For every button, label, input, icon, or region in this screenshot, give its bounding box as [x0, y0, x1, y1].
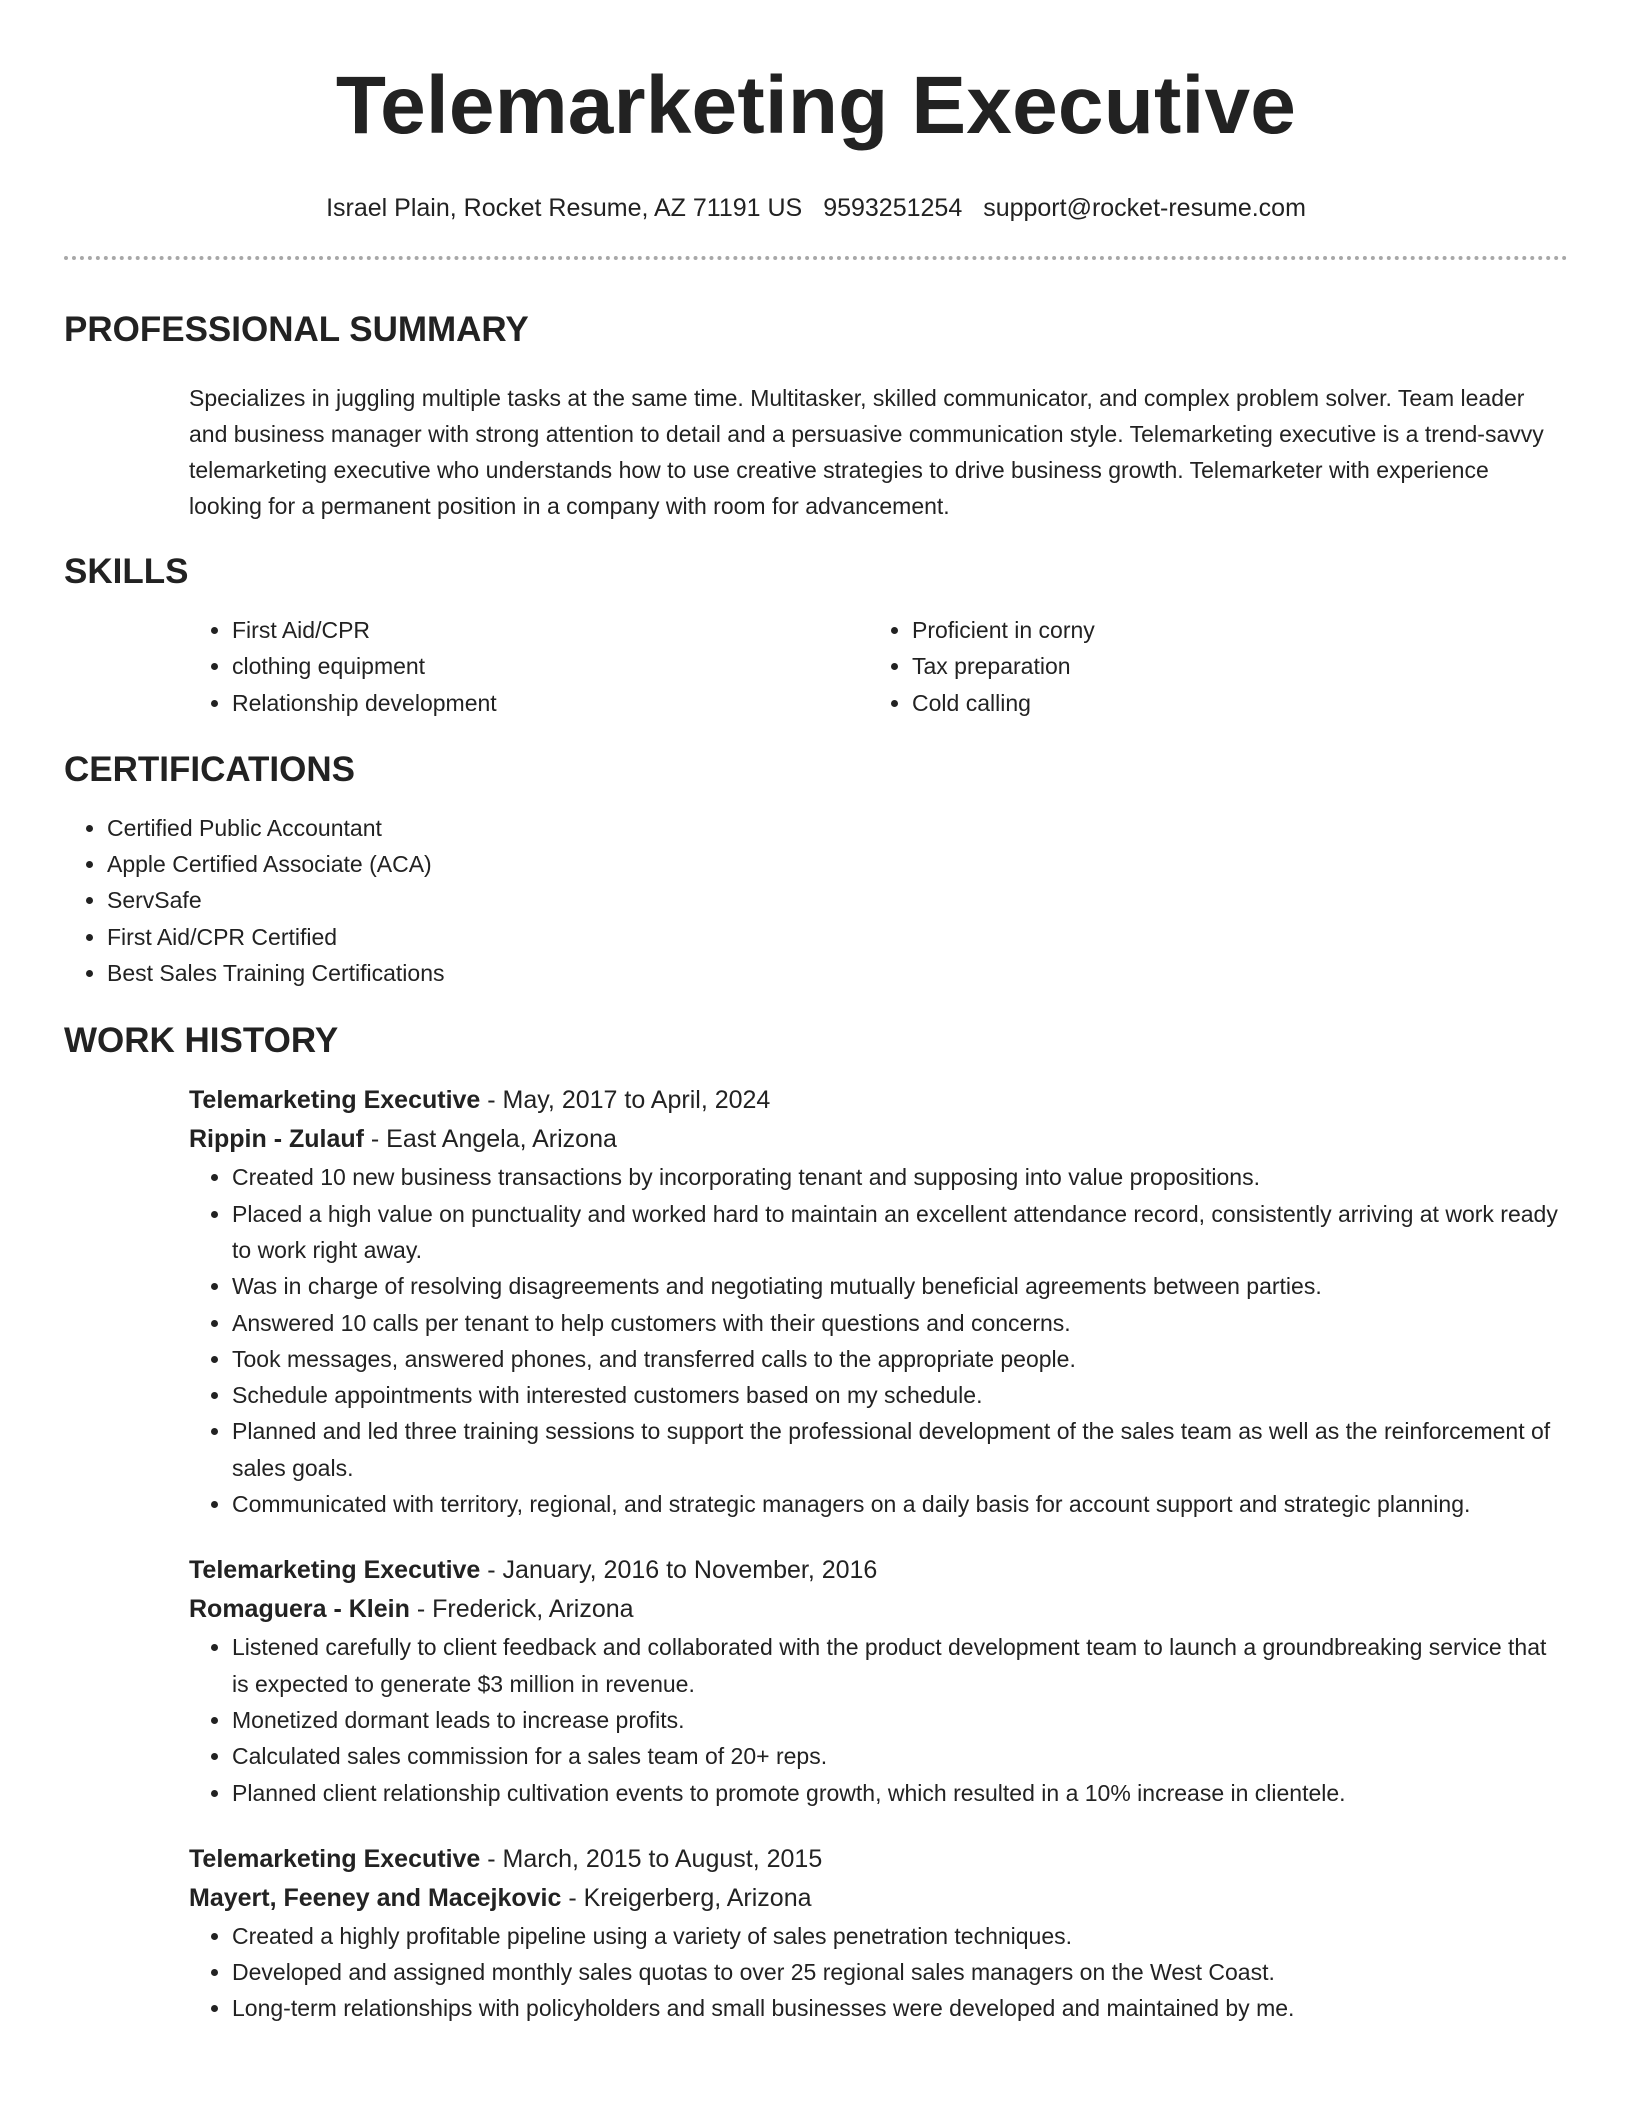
contact-address: Israel Plain, Rocket Resume, AZ 71191 US: [326, 194, 803, 222]
job-dates: - May, 2017 to April, 2024: [480, 1086, 771, 1115]
job-location: - Frederick, Arizona: [409, 1595, 634, 1624]
job-role: Telemarketing Executive: [189, 1086, 481, 1115]
job-company: Mayert, Feeney and Macejkovic: [189, 1883, 562, 1912]
job-bullet: • Monetized dormant leads to increase profits.: [232, 1702, 1568, 1738]
job-company-line: [189, 1879, 1568, 1918]
job-bullets: [189, 1918, 1568, 2027]
skills-grid: [189, 612, 1568, 721]
skill-item: • First Aid/CPR: [232, 612, 869, 648]
job-role: Telemarketing Executive: [189, 1556, 481, 1585]
skill-item: • Tax preparation: [912, 648, 1549, 684]
skill-item: • Cold calling: [912, 685, 1549, 721]
contact-line: [64, 192, 1568, 224]
job-bullet: • Took messages, answered phones, and transferred calls to the appropriate people.: [232, 1341, 1568, 1377]
job-entry: [189, 1551, 1568, 1810]
job-dates: - March, 2015 to August, 2015: [480, 1844, 823, 1873]
certifications-heading: CERTIFICATIONS: [64, 749, 356, 789]
skills-section: [64, 552, 1568, 721]
summary-heading: PROFESSIONAL SUMMARY: [64, 310, 529, 349]
job-company-line: [189, 1120, 1568, 1159]
certification-item: • Best Sales Training Certifications: [107, 955, 1568, 991]
contact-email: support@rocket-resume.com: [983, 194, 1306, 222]
certifications-list: [64, 810, 1568, 991]
skill-item: • clothing equipment: [232, 648, 869, 684]
resume-page: [64, 0, 1568, 2027]
certification-item: • ServSafe: [107, 882, 1568, 918]
header-divider: [64, 256, 1568, 260]
job-bullet: • Placed a high value on punctuality and worked hard to maintain an excellent attendance record, consistently arriving at work ready to work right away.: [232, 1196, 1568, 1269]
job-dates: - January, 2016 to November, 2016: [480, 1556, 878, 1585]
job-title-line: [189, 1840, 1568, 1879]
certification-item: • Certified Public Accountant: [107, 810, 1568, 846]
contact-phone: 9593251254: [823, 194, 963, 222]
resume-name-title: Telemarketing Executive: [335, 60, 1297, 151]
job-company-line: [189, 1590, 1568, 1629]
job-bullet: • Created a highly profitable pipeline using a variety of sales penetration techniques.: [232, 1918, 1568, 1954]
job-bullet: • Long-term relationships with policyholders and small businesses were developed and maintained by me.: [232, 1990, 1568, 2026]
job-bullet: • Schedule appointments with interested customers based on my schedule.: [232, 1377, 1568, 1413]
job-bullet: • Planned and led three training sessions to support the professional development of the sales team as well as the reinforcement of sales goals.: [232, 1413, 1568, 1486]
job-location: - Kreigerberg, Arizona: [561, 1883, 812, 1912]
job-title-line: [189, 1081, 1568, 1120]
job-title-line: [189, 1551, 1568, 1590]
skill-item: • Proficient in corny: [912, 612, 1549, 648]
job-entry: [189, 1840, 1568, 2027]
job-entry: [189, 1081, 1568, 1522]
work-history-heading: WORK HISTORY: [64, 1021, 339, 1061]
certification-item: • First Aid/CPR Certified: [107, 919, 1568, 955]
job-company: Romaguera - Klein: [189, 1595, 410, 1624]
job-bullet: • Planned client relationship cultivation events to promote growth, which resulted in a 10% increase in clientele.: [232, 1775, 1568, 1811]
skills-column-left: [189, 612, 869, 721]
job-bullet: • Developed and assigned monthly sales quotas to over 25 regional sales managers on the West Coast.: [232, 1954, 1568, 1990]
summary-section: [64, 310, 1568, 524]
job-bullet: • Listened carefully to client feedback and collaborated with the product development team to launch a groundbreaking service that is expected to generate $3 million in revenue.: [232, 1629, 1568, 1702]
job-bullet: • Answered 10 calls per tenant to help customers with their questions and concerns.: [232, 1305, 1568, 1341]
job-bullet: • Was in charge of resolving disagreements and negotiating mutually beneficial agreements between parties.: [232, 1268, 1568, 1304]
skills-column-right: [869, 612, 1549, 721]
job-bullet: • Calculated sales commission for a sales team of 20+ reps.: [232, 1738, 1568, 1774]
job-company: Rippin - Zulauf: [189, 1125, 364, 1154]
job-location: - East Angela, Arizona: [363, 1125, 617, 1154]
skill-item: • Relationship development: [232, 685, 869, 721]
certification-item: • Apple Certified Associate (ACA): [107, 846, 1568, 882]
skills-heading: SKILLS: [64, 552, 189, 591]
work-history-section: [64, 1021, 1568, 2026]
summary-text: Specializes in juggling multiple tasks at the same time. Multitasker, skilled communicator, and complex problem solver. Team leader and business manager with strong attention to detail and a persuasive communication style. Telemarketing executive is a trend-savvy telemarketing executive who understands how to use creative strategies to drive business growth. Telemarketer with experience looking for a permanent position in a company with room for advancement.: [189, 385, 1544, 519]
job-bullets: [189, 1159, 1568, 1522]
job-bullets: [189, 1629, 1568, 1810]
job-bullet: • Created 10 new business transactions by incorporating tenant and supposing into value propositions.: [232, 1159, 1568, 1195]
job-bullet: • Communicated with territory, regional, and strategic managers on a daily basis for account support and strategic planning.: [232, 1486, 1568, 1522]
job-role: Telemarketing Executive: [189, 1844, 481, 1873]
certifications-section: [64, 750, 1568, 991]
